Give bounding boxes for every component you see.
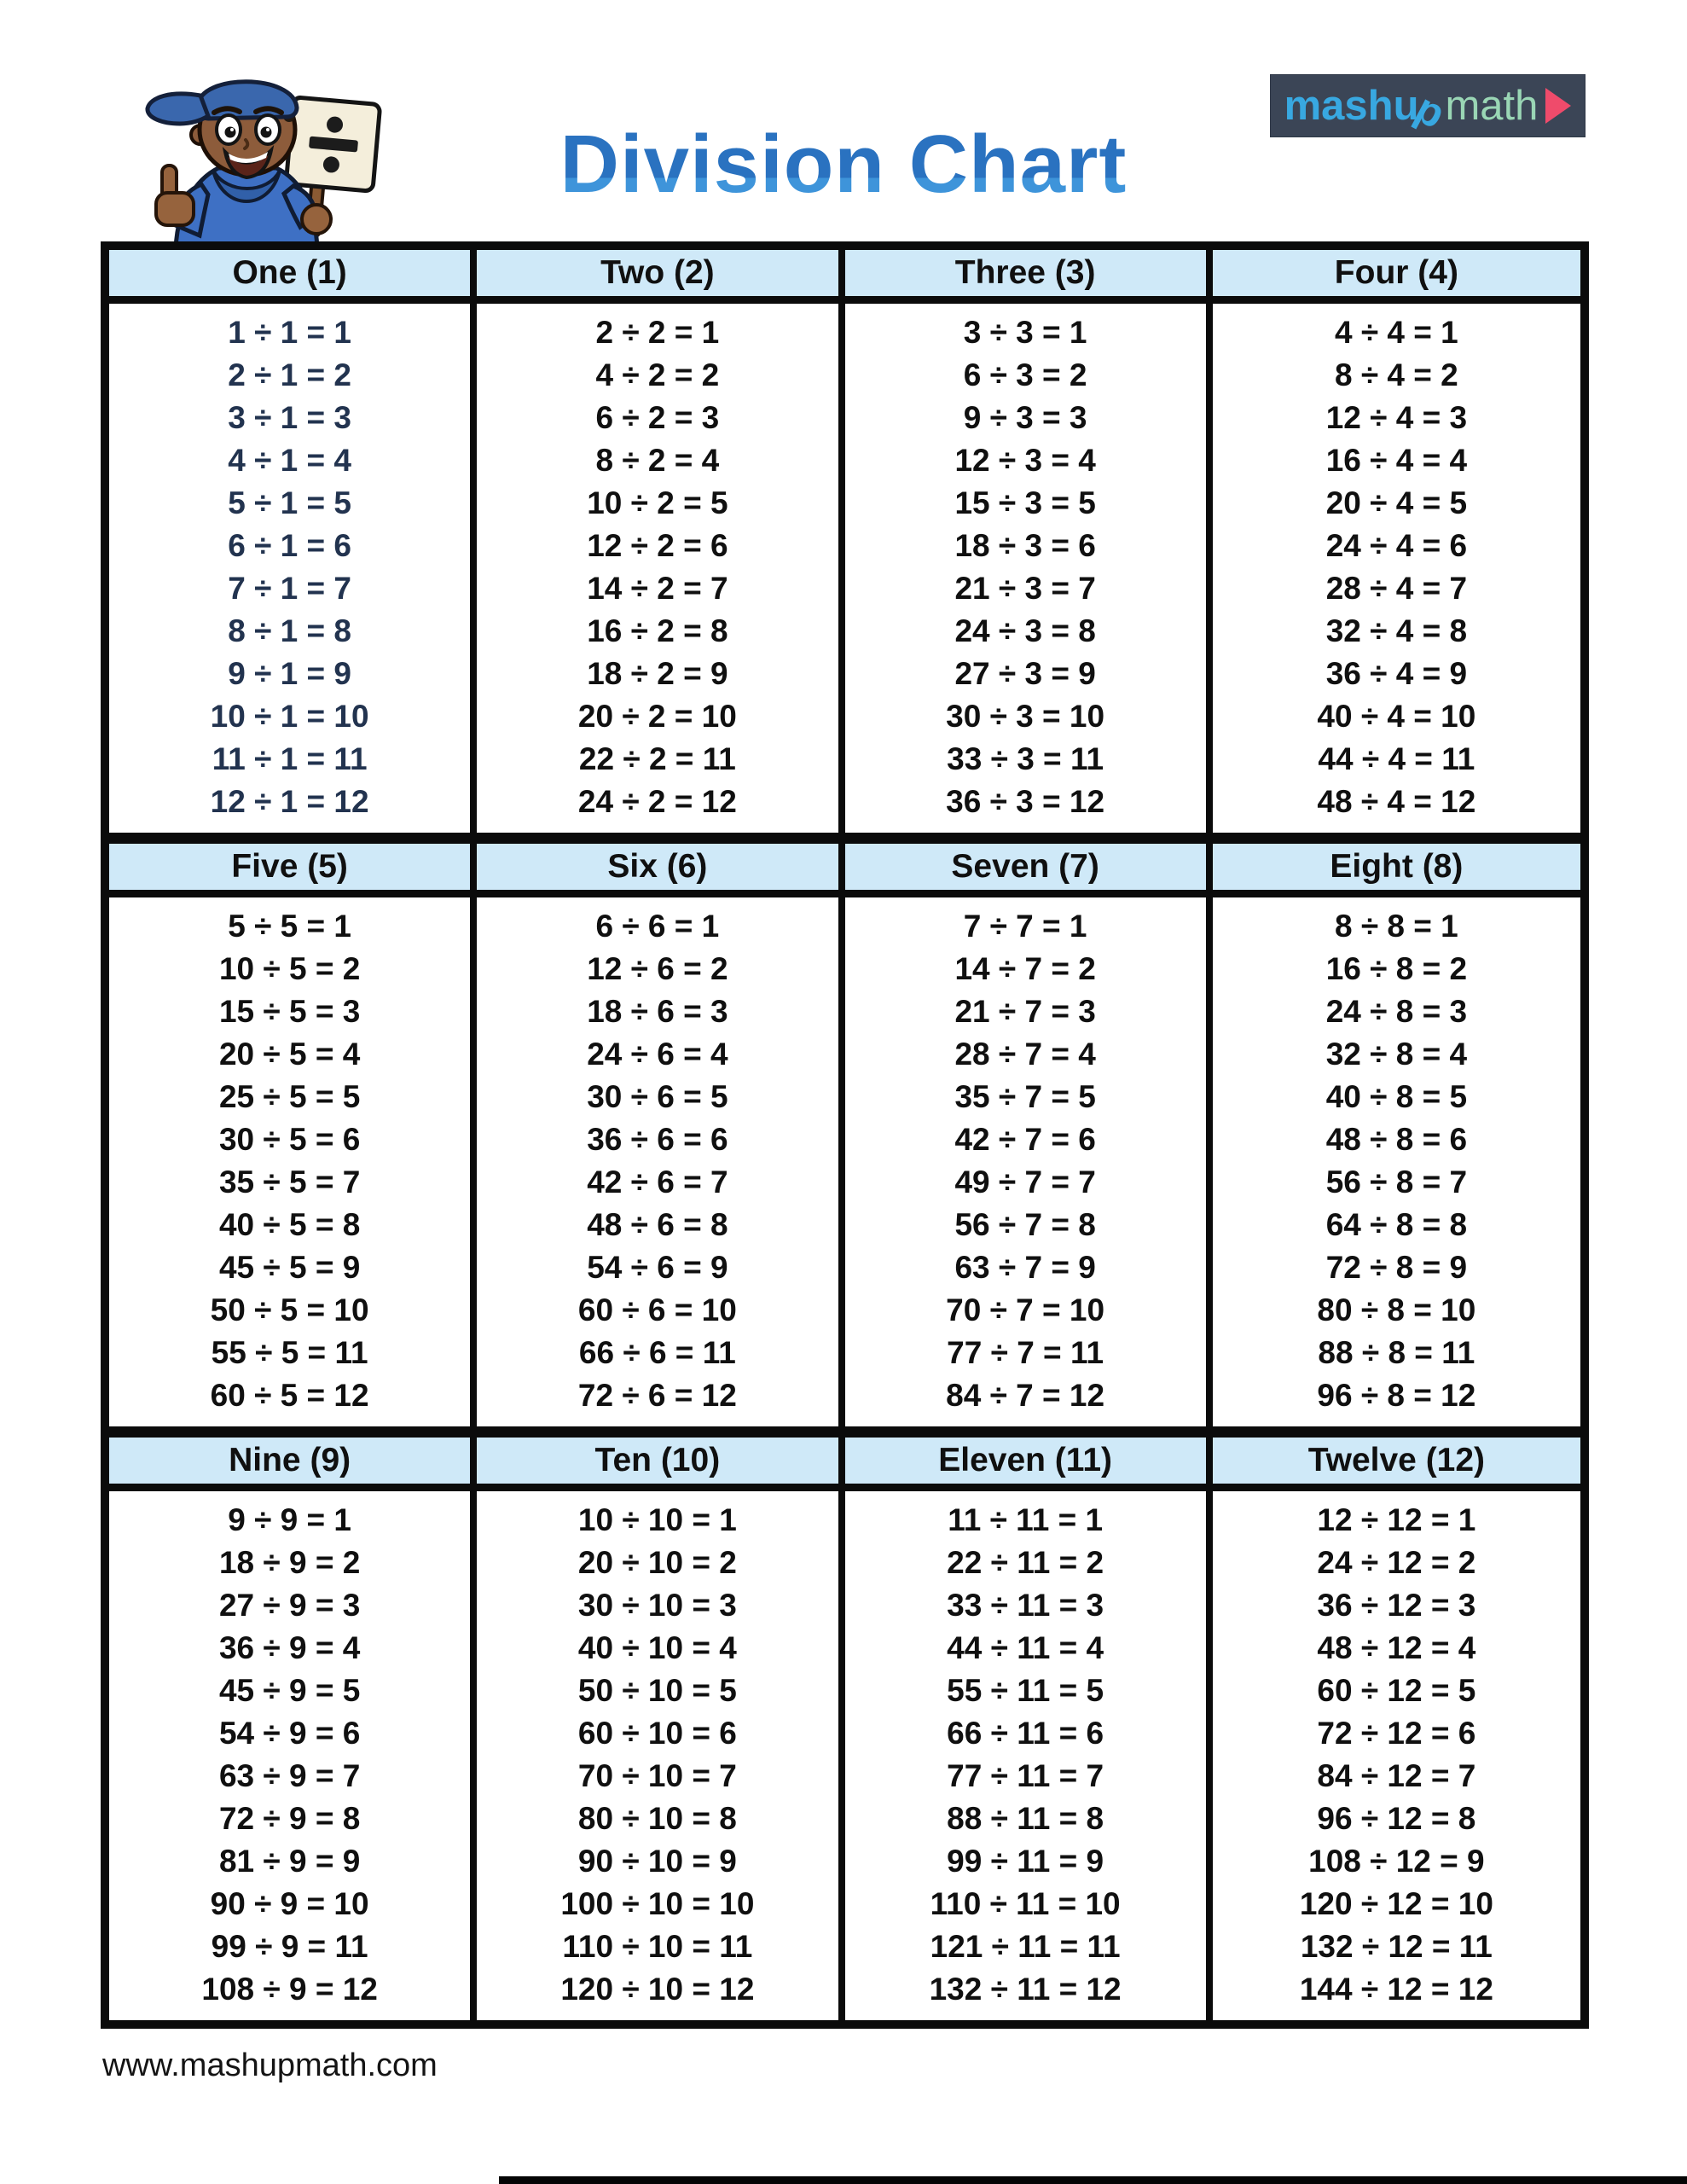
division-fact: 64 ÷ 8 = 8: [1325, 1207, 1468, 1242]
division-fact: 44 ÷ 11 = 4: [947, 1630, 1104, 1665]
division-fact: 40 ÷ 10 = 4: [577, 1630, 737, 1665]
division-fact: 35 ÷ 7 = 5: [954, 1079, 1096, 1114]
division-table: [101, 241, 1589, 2029]
division-fact: 108 ÷ 12 = 9: [1308, 1844, 1485, 1879]
facts-cell-three: [845, 304, 1213, 833]
division-fact: 81 ÷ 9 = 9: [218, 1844, 361, 1879]
division-fact: 44 ÷ 4 = 11: [1318, 741, 1475, 776]
division-fact: 96 ÷ 12 = 8: [1317, 1801, 1476, 1836]
division-fact: 84 ÷ 7 = 12: [946, 1378, 1105, 1413]
column-header-eleven: Eleven (11): [845, 1438, 1213, 1484]
division-fact: 6 ÷ 1 = 6: [228, 528, 352, 563]
column-header-six: Six (6): [477, 844, 844, 890]
division-fact: 8 ÷ 8 = 1: [1334, 909, 1458, 944]
division-fact: 132 ÷ 12 = 11: [1300, 1929, 1493, 1964]
division-fact: 24 ÷ 12 = 2: [1317, 1545, 1476, 1580]
division-fact: 24 ÷ 6 = 4: [587, 1037, 728, 1072]
division-fact: 18 ÷ 6 = 3: [587, 994, 728, 1029]
division-fact: 55 ÷ 5 = 11: [211, 1335, 368, 1370]
division-fact: 66 ÷ 11 = 6: [947, 1716, 1104, 1751]
division-fact: 96 ÷ 8 = 12: [1317, 1378, 1476, 1413]
facts-cell-ten: [477, 1491, 844, 2020]
division-fact: 66 ÷ 6 = 11: [578, 1335, 736, 1370]
division-fact: 120 ÷ 12 = 10: [1299, 1886, 1493, 1921]
facts-cell-one: [109, 304, 477, 833]
division-fact: 25 ÷ 5 = 5: [218, 1079, 361, 1114]
division-fact: 30 ÷ 6 = 5: [587, 1079, 728, 1114]
division-fact: 11 ÷ 11 = 1: [948, 1502, 1104, 1537]
column-header-eight: Eight (8): [1330, 848, 1464, 885]
division-fact: 12 ÷ 12 = 1: [1317, 1502, 1476, 1537]
division-fact: 120 ÷ 10 = 12: [560, 1972, 755, 2007]
division-fact: 99 ÷ 11 = 9: [947, 1844, 1104, 1879]
division-fact: 84 ÷ 12 = 7: [1317, 1758, 1476, 1793]
division-fact: 30 ÷ 5 = 6: [218, 1122, 361, 1157]
division-fact: 16 ÷ 2 = 8: [587, 613, 728, 648]
division-fact: 33 ÷ 11 = 3: [947, 1588, 1104, 1623]
division-fact: 144 ÷ 12 = 12: [1299, 1972, 1493, 2007]
section-1-body-row: [109, 304, 1580, 844]
division-fact: 5 ÷ 1 = 5: [228, 485, 352, 520]
division-fact: 35 ÷ 5 = 7: [218, 1165, 361, 1199]
facts-cell-six: [477, 897, 844, 1426]
division-fact: 12 ÷ 3 = 4: [954, 443, 1096, 478]
division-fact: 90 ÷ 10 = 9: [577, 1844, 737, 1879]
division-fact: 7 ÷ 7 = 1: [963, 909, 1087, 944]
table-section-3: [109, 1438, 1580, 2020]
mashupmath-logo: [1271, 75, 1585, 136]
division-fact: 121 ÷ 11 = 11: [930, 1929, 1121, 1964]
division-fact: 12 ÷ 1 = 12: [210, 784, 369, 819]
division-fact: 110 ÷ 11 = 10: [930, 1886, 1121, 1921]
facts-cell-four: [1213, 304, 1580, 833]
division-fact: 12 ÷ 2 = 6: [587, 528, 728, 563]
division-fact: 12 ÷ 6 = 2: [587, 951, 728, 986]
division-fact: 49 ÷ 7 = 7: [954, 1165, 1096, 1199]
division-fact: 60 ÷ 10 = 6: [577, 1716, 737, 1751]
division-fact: 18 ÷ 9 = 2: [218, 1545, 361, 1580]
division-fact: 18 ÷ 2 = 9: [587, 656, 728, 691]
column-header-seven: Seven (7): [845, 844, 1213, 890]
division-fact: 36 ÷ 3 = 12: [946, 784, 1105, 819]
page-title: Division Chart: [0, 118, 1687, 212]
division-fact: 60 ÷ 12 = 5: [1317, 1673, 1476, 1708]
play-triangle-icon: [1545, 88, 1571, 124]
division-fact: 20 ÷ 2 = 10: [577, 699, 737, 734]
division-fact: 3 ÷ 3 = 1: [963, 315, 1087, 350]
bottom-edge-artifact: [499, 2176, 1687, 2184]
column-header-five: Five (5): [109, 844, 477, 890]
division-fact: 20 ÷ 5 = 4: [218, 1037, 361, 1072]
table-section-1: [109, 250, 1580, 844]
division-fact: 14 ÷ 7 = 2: [954, 951, 1096, 986]
division-fact: 55 ÷ 11 = 5: [947, 1673, 1104, 1708]
division-fact: 28 ÷ 7 = 4: [954, 1037, 1096, 1072]
section-3-body-row: [109, 1491, 1580, 2020]
division-fact: 16 ÷ 4 = 4: [1325, 443, 1468, 478]
division-fact: 60 ÷ 5 = 12: [210, 1378, 369, 1413]
table-section-2: [109, 844, 1580, 1438]
division-fact: 22 ÷ 2 = 11: [578, 741, 736, 776]
facts-cell-two: [477, 304, 844, 833]
division-fact: 72 ÷ 9 = 8: [218, 1801, 361, 1836]
division-fact: 6 ÷ 3 = 2: [963, 357, 1087, 392]
division-fact: 27 ÷ 9 = 3: [218, 1588, 361, 1623]
division-fact: 10 ÷ 1 = 10: [210, 699, 369, 734]
division-fact: 88 ÷ 8 = 11: [1318, 1335, 1475, 1370]
division-fact: 36 ÷ 6 = 6: [587, 1122, 728, 1157]
division-fact: 12 ÷ 4 = 3: [1325, 400, 1468, 435]
division-fact: 63 ÷ 9 = 7: [218, 1758, 361, 1793]
division-fact: 20 ÷ 4 = 5: [1325, 485, 1468, 520]
division-fact: 54 ÷ 6 = 9: [587, 1250, 728, 1285]
division-fact: 8 ÷ 2 = 4: [595, 443, 720, 478]
division-fact: 72 ÷ 8 = 9: [1325, 1250, 1468, 1285]
logo-text-mashup: mashup: [1284, 82, 1452, 138]
division-fact: 28 ÷ 4 = 7: [1325, 571, 1468, 606]
division-fact: 40 ÷ 5 = 8: [218, 1207, 361, 1242]
column-header-four: Four (4): [1334, 254, 1458, 291]
division-fact: 32 ÷ 8 = 4: [1325, 1037, 1468, 1072]
division-fact: 4 ÷ 2 = 2: [595, 357, 720, 392]
facts-cell-twelve: [1213, 1491, 1580, 2020]
division-fact: 10 ÷ 5 = 2: [218, 951, 361, 986]
division-fact: 80 ÷ 10 = 8: [577, 1801, 737, 1836]
division-fact: 48 ÷ 4 = 12: [1317, 784, 1476, 819]
division-fact: 33 ÷ 3 = 11: [947, 741, 1104, 776]
facts-cell-nine: [109, 1491, 477, 2020]
footer-website-url: www.mashupmath.com: [102, 2048, 438, 2083]
division-fact: 15 ÷ 5 = 3: [218, 994, 361, 1029]
division-fact: 88 ÷ 11 = 8: [947, 1801, 1104, 1836]
division-fact: 11 ÷ 1 = 11: [212, 741, 368, 776]
division-fact: 54 ÷ 9 = 6: [218, 1716, 361, 1751]
division-fact: 4 ÷ 1 = 4: [228, 443, 352, 478]
division-fact: 45 ÷ 5 = 9: [218, 1250, 361, 1285]
division-fact: 30 ÷ 10 = 3: [577, 1588, 737, 1623]
division-fact: 70 ÷ 10 = 7: [577, 1758, 737, 1793]
division-fact: 15 ÷ 3 = 5: [954, 485, 1096, 520]
division-fact: 2 ÷ 2 = 1: [595, 315, 720, 350]
division-fact: 50 ÷ 5 = 10: [210, 1292, 369, 1327]
facts-cell-eleven: [845, 1491, 1213, 2020]
division-fact: 36 ÷ 12 = 3: [1317, 1588, 1476, 1623]
division-fact: 108 ÷ 9 = 12: [201, 1972, 378, 2007]
division-fact: 24 ÷ 8 = 3: [1325, 994, 1468, 1029]
division-fact: 9 ÷ 9 = 1: [228, 1502, 352, 1537]
division-fact: 20 ÷ 10 = 2: [577, 1545, 737, 1580]
division-fact: 32 ÷ 4 = 8: [1325, 613, 1468, 648]
division-fact: 56 ÷ 8 = 7: [1325, 1165, 1468, 1199]
column-header-one: One (1): [109, 250, 477, 296]
division-fact: 16 ÷ 8 = 2: [1325, 951, 1468, 986]
division-fact: 48 ÷ 12 = 4: [1317, 1630, 1476, 1665]
division-fact: 56 ÷ 7 = 8: [954, 1207, 1096, 1242]
division-fact: 90 ÷ 9 = 10: [210, 1886, 369, 1921]
division-fact: 72 ÷ 12 = 6: [1317, 1716, 1476, 1751]
division-fact: 6 ÷ 6 = 1: [595, 909, 720, 944]
division-fact: 72 ÷ 6 = 12: [577, 1378, 737, 1413]
division-fact: 18 ÷ 3 = 6: [954, 528, 1096, 563]
division-fact: 21 ÷ 3 = 7: [954, 571, 1096, 606]
division-fact: 70 ÷ 7 = 10: [946, 1292, 1105, 1327]
division-fact: 8 ÷ 4 = 2: [1334, 357, 1458, 392]
division-fact: 21 ÷ 7 = 3: [954, 994, 1096, 1029]
division-fact: 27 ÷ 3 = 9: [954, 656, 1096, 691]
division-fact: 36 ÷ 9 = 4: [218, 1630, 361, 1665]
section-2-body-row: [109, 897, 1580, 1438]
division-fact: 4 ÷ 4 = 1: [1334, 315, 1458, 350]
division-fact: 22 ÷ 11 = 2: [947, 1545, 1104, 1580]
division-fact: 30 ÷ 3 = 10: [946, 699, 1105, 734]
division-fact: 1 ÷ 1 = 1: [228, 315, 352, 350]
division-fact: 24 ÷ 2 = 12: [577, 784, 737, 819]
division-fact: 8 ÷ 1 = 8: [228, 613, 352, 648]
division-fact: 5 ÷ 5 = 1: [228, 909, 352, 944]
division-fact: 42 ÷ 7 = 6: [954, 1122, 1096, 1157]
division-fact: 10 ÷ 2 = 5: [587, 485, 728, 520]
facts-cell-eight: [1213, 897, 1580, 1426]
column-header-three: Three (3): [845, 250, 1213, 296]
division-fact: 60 ÷ 6 = 10: [577, 1292, 737, 1327]
logo-rotated-p: p: [1407, 84, 1452, 138]
division-fact: 9 ÷ 3 = 3: [963, 400, 1087, 435]
division-fact: 50 ÷ 10 = 5: [577, 1673, 737, 1708]
division-fact: 24 ÷ 4 = 6: [1325, 528, 1468, 563]
division-fact: 40 ÷ 8 = 5: [1325, 1079, 1468, 1114]
division-fact: 77 ÷ 11 = 7: [947, 1758, 1104, 1793]
division-fact: 80 ÷ 8 = 10: [1317, 1292, 1476, 1327]
division-fact: 9 ÷ 1 = 9: [228, 656, 352, 691]
column-header-two: Two (2): [477, 250, 844, 296]
division-fact: 14 ÷ 2 = 7: [587, 571, 728, 606]
facts-cell-seven: [845, 897, 1213, 1426]
division-fact: 3 ÷ 1 = 3: [228, 400, 352, 435]
column-header-nine: Nine (9): [109, 1438, 477, 1484]
division-fact: 36 ÷ 4 = 9: [1325, 656, 1468, 691]
division-fact: 45 ÷ 9 = 5: [218, 1673, 361, 1708]
division-fact: 100 ÷ 10 = 10: [560, 1886, 755, 1921]
division-fact: 2 ÷ 1 = 2: [228, 357, 352, 392]
division-fact: 63 ÷ 7 = 9: [954, 1250, 1096, 1285]
division-fact: 10 ÷ 10 = 1: [577, 1502, 737, 1537]
section-1-header-row: [109, 250, 1580, 304]
division-fact: 77 ÷ 7 = 11: [947, 1335, 1104, 1370]
division-fact: 99 ÷ 9 = 11: [211, 1929, 368, 1964]
division-fact: 132 ÷ 11 = 12: [929, 1972, 1122, 2007]
division-fact: 48 ÷ 6 = 8: [587, 1207, 728, 1242]
division-fact: 48 ÷ 8 = 6: [1325, 1122, 1468, 1157]
facts-cell-five: [109, 897, 477, 1426]
division-fact: 24 ÷ 3 = 8: [954, 613, 1096, 648]
column-header-ten: Ten (10): [477, 1438, 844, 1484]
section-3-header-row: [109, 1438, 1580, 1491]
division-fact: 40 ÷ 4 = 10: [1317, 699, 1476, 734]
division-fact: 7 ÷ 1 = 7: [228, 571, 352, 606]
logo-text-math: math: [1445, 82, 1539, 129]
division-fact: 6 ÷ 2 = 3: [595, 400, 720, 435]
division-fact: 42 ÷ 6 = 7: [587, 1165, 728, 1199]
section-2-header-row: [109, 844, 1580, 897]
division-fact: 110 ÷ 10 = 11: [562, 1929, 753, 1964]
column-header-twelve: Twelve (12): [1307, 1442, 1486, 1478]
